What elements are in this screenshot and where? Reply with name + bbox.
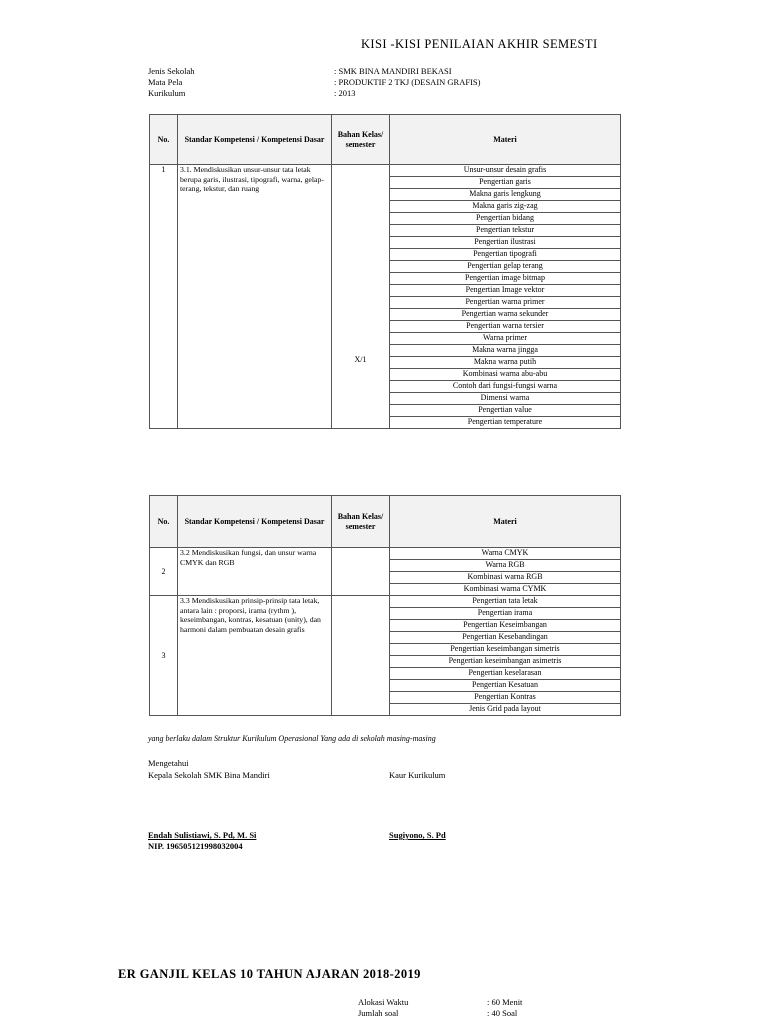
- materi-item: Makna garis zig-zag: [390, 201, 621, 213]
- materi-item: Pengertian irama: [390, 608, 621, 620]
- header-no: No.: [150, 496, 178, 548]
- exam-info-row: [358, 1008, 658, 1019]
- materi-item: Kombinasi warna RGB: [390, 572, 621, 584]
- exam-info: [358, 997, 658, 1019]
- signatory-1-name: Endah Sulistiawi, S. Pd, M. Si: [148, 830, 257, 840]
- curriculum-note: yang berlaku dalam Struktur Kurikulum Operasional Yang ada di sekolah masing-masing: [148, 734, 436, 743]
- row-number: 1: [150, 165, 178, 429]
- school-info-label: Jenis Sekolah: [148, 66, 195, 76]
- materi-item: Pengertian garis: [390, 177, 621, 189]
- kelas-semester: [332, 596, 390, 716]
- exam-info-value: : 60 Menit: [487, 997, 523, 1007]
- materi-item: Pengertian keselarasan: [390, 668, 621, 680]
- school-info-row: [148, 77, 628, 88]
- header-no: No.: [150, 115, 178, 165]
- page-title-continued: ER GANJIL KELAS 10 TAHUN AJARAN 2018-2019: [118, 967, 421, 981]
- materi-item: Pengertian image bitmap: [390, 273, 621, 285]
- kompetensi-dasar: 3.2 Mendiskusikan fungsi, dan unsur warna CMYK dan RGB: [178, 548, 332, 596]
- materi-item: Pengertian Kesatuan: [390, 680, 621, 692]
- materi-item: Kombinasi warna abu-abu: [390, 369, 621, 381]
- materi-item: Pengertian Kontras: [390, 692, 621, 704]
- materi-item: Pengertian Kesebandingan: [390, 632, 621, 644]
- materi-item: Makna garis lengkung: [390, 189, 621, 201]
- mengetahui-label: Mengetahui: [148, 758, 189, 768]
- materi-item: Pengertian value: [390, 405, 621, 417]
- exam-info-label: Jumlah soal: [358, 1008, 399, 1018]
- kelas-semester: [332, 548, 390, 596]
- materi-item: Pengertian warna primer: [390, 297, 621, 309]
- school-info: [148, 66, 628, 99]
- materi-item: Pengertian Image vektor: [390, 285, 621, 297]
- materi-item: Contoh dari fungsi-fungsi warna: [390, 381, 621, 393]
- exam-info-label: Alokasi Waktu: [358, 997, 409, 1007]
- materi-item: Unsur-unsur desain grafis: [390, 165, 621, 177]
- school-info-row: [148, 66, 628, 77]
- materi-item: Warna RGB: [390, 560, 621, 572]
- materi-item: Kombinasi warna CYMK: [390, 584, 621, 596]
- materi-item: Pengertian Keseimbangan: [390, 620, 621, 632]
- exam-info-value: : 40 Soal: [487, 1008, 518, 1018]
- materi-item: Pengertian keseimbangan asimetris: [390, 656, 621, 668]
- school-info-label: Mata Pela: [148, 77, 183, 87]
- school-info-value: : PRODUKTIF 2 TKJ (DESAIN GRAFIS): [334, 77, 481, 87]
- exam-info-row: [358, 997, 658, 1008]
- kaur-kurikulum-label: Kaur Kurikulum: [389, 770, 446, 780]
- row-number: 2: [150, 548, 178, 596]
- row-number: 3: [150, 596, 178, 716]
- header-materi: Materi: [390, 115, 621, 165]
- materi-item: Pengertian ilustrasi: [390, 237, 621, 249]
- materi-item: Pengertian bidang: [390, 213, 621, 225]
- school-info-value: : SMK BINA MANDIRI BEKASI: [334, 66, 452, 76]
- materi-item: Warna primer: [390, 333, 621, 345]
- header-kelas: Bahan Kelas/ semester: [332, 496, 390, 548]
- table-row: [150, 596, 621, 608]
- materi-item: Jenis Grid pada layout: [390, 704, 621, 716]
- school-info-label: Kurikulum: [148, 88, 186, 98]
- materi-item: Pengertian tekstur: [390, 225, 621, 237]
- header-kd: Standar Kompetensi / Kompetensi Dasar: [178, 496, 332, 548]
- kisi-table-1: [149, 114, 621, 429]
- kompetensi-dasar: 3.1. Mendiskusikan unsur-unsur tata letak berupa garis, ilustrasi, tipografi, warna, gelap-terang, tekstur, dan ruang: [178, 165, 332, 429]
- school-info-row: [148, 88, 628, 99]
- school-info-value: : 2013: [334, 88, 356, 98]
- kompetensi-dasar: 3.3 Mendiskusikan prinsip-prinsip tata letak, antara lain : proporsi, irama (rythm ), keseimbangan, kontras, kesatuan (unity), dan harmoni dalam pembuatan desain grafis: [178, 596, 332, 716]
- materi-item: Pengertian temperature: [390, 417, 621, 429]
- materi-item: Pengertian warna tersier: [390, 321, 621, 333]
- header-kd: Standar Kompetensi / Kompetensi Dasar: [178, 115, 332, 165]
- kisi-table-2: [149, 495, 621, 716]
- signatory-2-name: Sugiyono, S. Pd: [389, 830, 446, 840]
- kelas-semester: X/1: [332, 165, 390, 429]
- header-kelas: Bahan Kelas/ semester: [332, 115, 390, 165]
- header-materi: Materi: [390, 496, 621, 548]
- signatory-1-nip: NIP. 196505121998032004: [148, 841, 243, 851]
- materi-item: Pengertian tipografi: [390, 249, 621, 261]
- materi-item: Warna CMYK: [390, 548, 621, 560]
- materi-item: Pengertian tata letak: [390, 596, 621, 608]
- page-title: KISI -KISI PENILAIAN AKHIR SEMESTI: [361, 37, 598, 51]
- materi-item: Pengertian keseimbangan simetris: [390, 644, 621, 656]
- table-row: [150, 548, 621, 560]
- materi-item: Makna warna putih: [390, 357, 621, 369]
- materi-item: Pengertian warna sekunder: [390, 309, 621, 321]
- table-row: [150, 165, 621, 177]
- materi-item: Pengertian gelap terang: [390, 261, 621, 273]
- kepala-sekolah-label: Kepala Sekolah SMK Bina Mandiri: [148, 770, 270, 780]
- materi-item: Dimensi warna: [390, 393, 621, 405]
- materi-item: Makna warna jingga: [390, 345, 621, 357]
